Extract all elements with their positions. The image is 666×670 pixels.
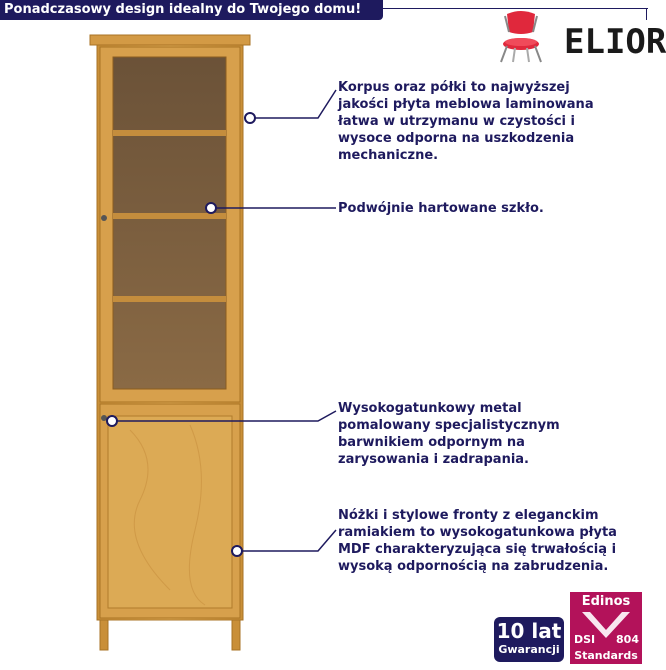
callout-metal: Wysokogatunkowy metal pomalowany specjalistycznym barwnikiem odpornym na zarysowania i zadrapania. (338, 401, 560, 467)
callout-dot (206, 203, 216, 213)
callout-dot (107, 416, 117, 426)
callout-fronts: Nóżki i stylowe fronty z eleganckim ramiakiem to wysokogatunkowa płyta MDF charakteryzująca się trwałością i wysoką odpornością na zabrudzenia. (338, 508, 617, 574)
standards-badge (570, 592, 642, 664)
header-banner: Ponadczasowy design idealny do Twojego domu! (0, 0, 383, 20)
standards-left-label: DSI (574, 633, 596, 646)
standards-brand: Edinos (581, 594, 631, 609)
standards-right-label: 804 (616, 633, 639, 646)
brand-name: ELIOR (564, 22, 666, 62)
callout-dot (232, 546, 242, 556)
warranty-badge (494, 617, 564, 662)
callout-body-material: Korpus oraz półki to najwyższej jakości płyta meblowa laminowana łatwa w utrzymanu w czystości i wysoce odporna na uszkodzenia mechaniczne. (338, 80, 594, 163)
standards-label: Standards (574, 649, 638, 662)
warranty-label: Gwarancji (498, 643, 560, 656)
warranty-years: 10 lat (496, 619, 562, 643)
callout-dot (245, 113, 255, 123)
callout-glass: Podwójnie hartowane szkło. (338, 201, 544, 216)
